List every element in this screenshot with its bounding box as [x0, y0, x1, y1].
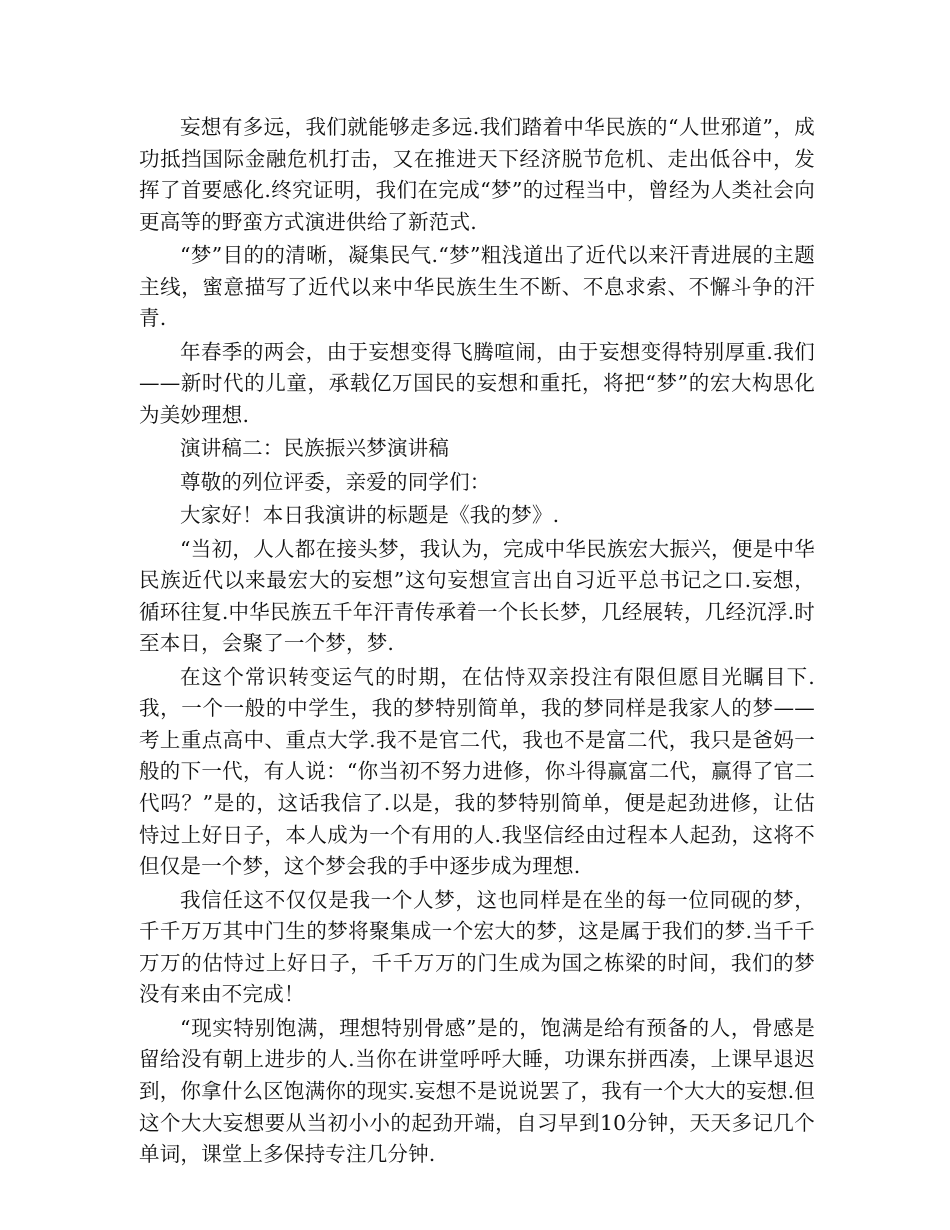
speech-two-heading: 演讲稿二：民族振兴梦演讲稿	[180, 436, 450, 461]
paragraph-student-dream: 在这个常识转变运气的时期，在估恃双亲投注有限但愿目光瞩目下.我，一个一般的中学生，我的梦特别简单，我的梦同样是我家人的梦——考上重点高中、重点大学.我不是官二代，我也不是富二代，我只是爸妈一般的下一代，有人说：“你当初不努力进修，你斗得赢富二代，赢得了官二代吗？”是的，这话我信了.以是，我的梦特别简单，便是起劲进修，让估恃过上好日子，本人成为一个有用的人.我坚信经由过程本人起劲，这将不但仅是一个梦，这个梦会我的手中逐步成为理想.	[139, 664, 815, 879]
paragraph-two-sessions: 年春季的两会，由于妄想变得飞腾喧闹，由于妄想变得特别厚重.我们——新时代的儿童，承载亿万国民的妄想和重托，将把“梦”的宏大构思化为美妙理想.	[139, 339, 815, 427]
paragraph-quote: “当初，人人都在接头梦，我认为，完成中华民族宏大振兴，便是中华民族近代以来最宏大的妄想”这句妄想宣言出自习近平总书记之口.妄想，循环往复.中华民族五千年汗青传承着一个长长梦，几经展转，几经沉浮.时至本日，会聚了一个梦，梦.	[139, 536, 815, 656]
paragraph-collective-dream: 我信任这不仅仅是我一个人梦，这也同样是在坐的每一位同砚的梦，千千万万其中门生的梦将聚集成一个宏大的梦，这是属于我们的梦.当千千万万的估恃过上好日子，千千万万的门生成为国之栋梁的时间，我们的梦没有来由不完成！	[139, 887, 815, 1007]
paragraph-dream-distance: 妄想有多远，我们就能够走多远.我们踏着中华民族的“人世邪道”，成功抵挡国际金融危机打击，又在推进天下经济脱节危机、走出低谷中，发挥了首要感化.终究证明，我们在完成“梦”的过程当中，曾经为人类社会向更高等的野蛮方式演进供给了新范式.	[139, 115, 815, 234]
paragraph-reality: “现实特别饱满，理想特别骨感”是的，饱满是给有预备的人，骨感是留给没有朝上进步的人.当你在讲堂呼呼大睡，功课东拼西凑，上课早退迟到，你拿什么区饱满你的现实.妄想不是说说罢了，我有一个大大的妄想.但这个大大妄想要从当初小小的起劲开端，自习早到10分钟，天天多记几个单词，课堂上多保持专注几分钟.	[139, 1015, 815, 1167]
document-body	[139, 112, 815, 1173]
paragraph-dream-goal: “梦”目的的清晰，凝集民气.“梦”粗浅道出了近代以来汗青进展的主题主线，蜜意描写了近代以来中华民族生生不断、不息求索、不懈斗争的汗青.	[139, 243, 815, 331]
salutation: 尊敬的列位评委，亲爱的同学们：	[180, 469, 491, 494]
greeting: 大家好！本日我演讲的标题是《我的梦》.	[180, 503, 560, 528]
